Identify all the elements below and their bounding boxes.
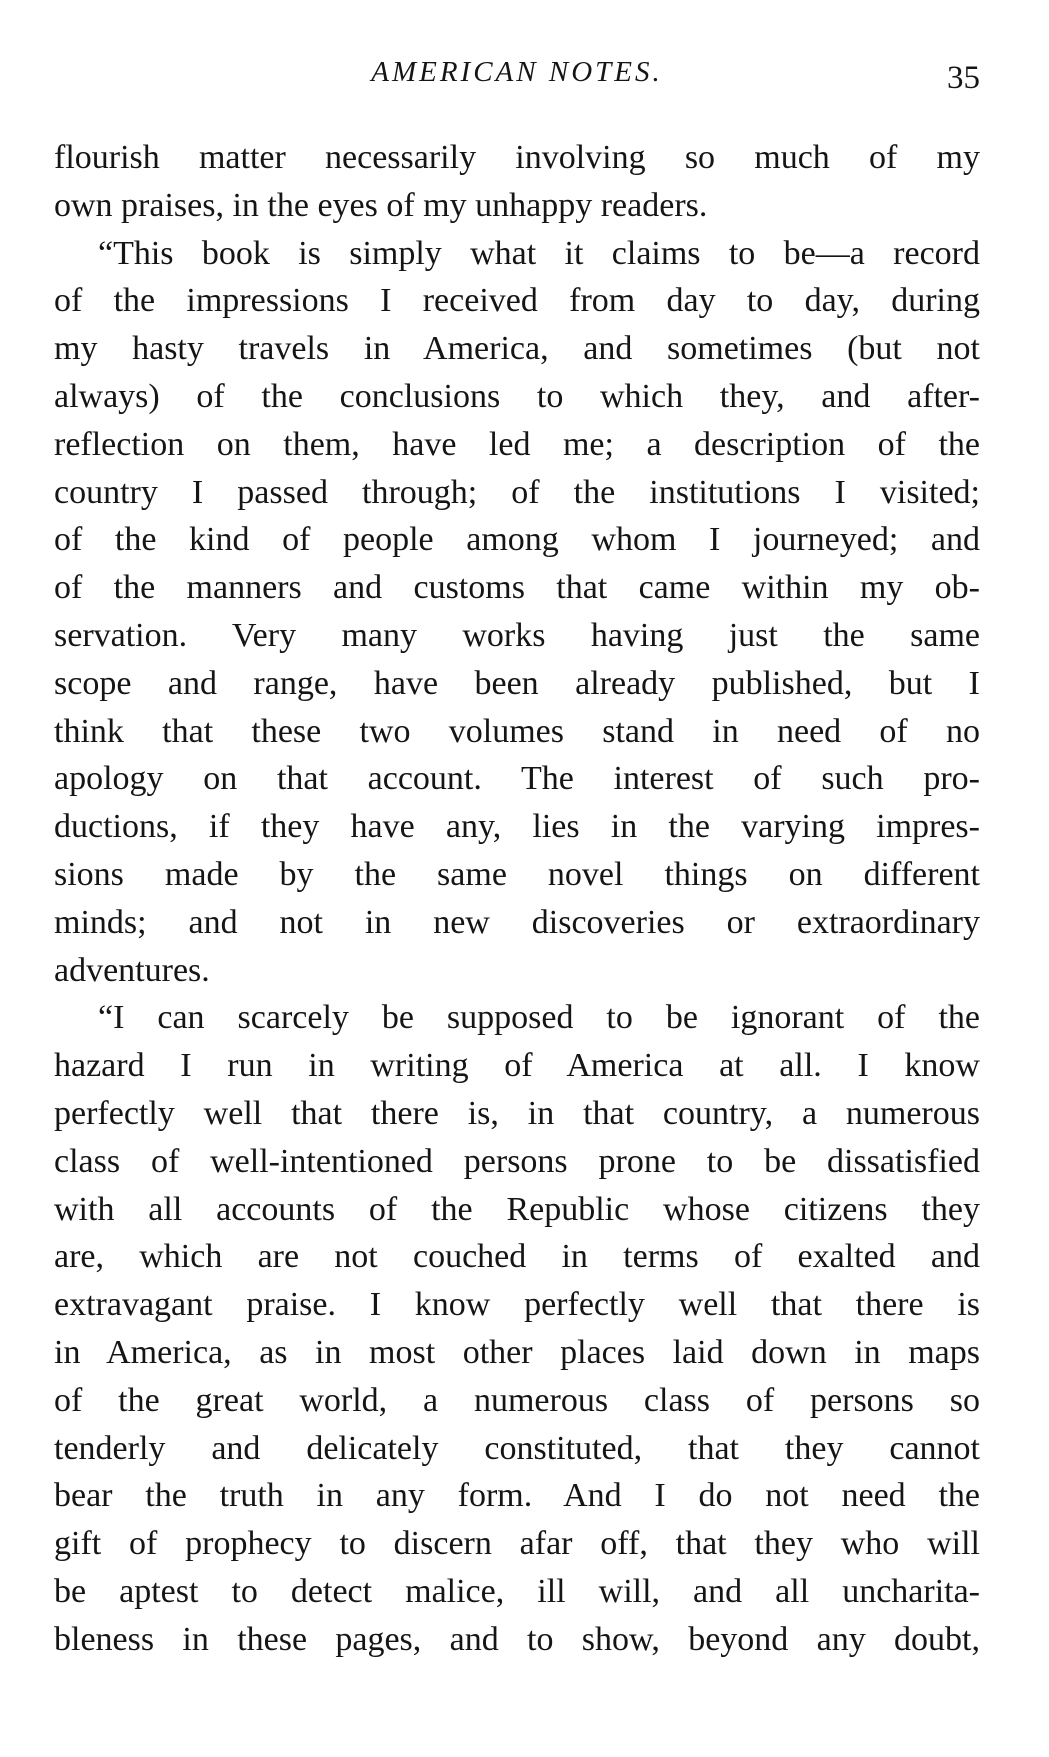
text-line: gift of prophecy to discern afar off, that they who will (54, 1525, 980, 1563)
text-line: own praises, in the eyes of my unhappy readers. (54, 186, 708, 224)
paragraph-continuation (54, 134, 980, 230)
text-line: with all accounts of the Republic whose citizens they (54, 1190, 980, 1228)
text-line: class of well-intentioned persons prone to be dissatisfied (54, 1142, 980, 1180)
text-line: hazard I run in writing of America at all. I know (54, 1047, 980, 1085)
text-line: adventures. (54, 951, 210, 989)
text-line: are, which are not couched in terms of exalted and (54, 1238, 980, 1276)
text-line: perfectly well that there is, in that country, a numerous (54, 1094, 980, 1132)
text-line: tenderly and delicately constituted, that they cannot (54, 1429, 980, 1467)
text-line: flourish matter necessarily involving so much of my (54, 139, 980, 176)
text-line: my hasty travels in America, and sometimes (but not (54, 330, 980, 368)
text-line: bear the truth in any form. And I do not need the (54, 1477, 980, 1515)
text-line: think that these two volumes stand in need of no (54, 712, 980, 750)
running-head (54, 50, 980, 94)
text-line: of the kind of people among whom I journeyed; and (54, 521, 980, 559)
text-line: reflection on them, have led me; a description of the (54, 425, 980, 463)
text-line: always) of the conclusions to which they, and after- (54, 377, 980, 415)
text-line: in America, as in most other places laid down in maps (54, 1333, 980, 1371)
running-title: AMERICAN NOTES. (371, 56, 663, 88)
text-line: country I passed through; of the institutions I visited; (54, 473, 980, 511)
text-line: ductions, if they have any, lies in the varying impres- (54, 808, 980, 846)
text-line: sions made by the same novel things on different (54, 855, 980, 893)
text-line: bleness in these pages, and to show, beyond any doubt, (54, 1620, 980, 1658)
text-line: “This book is simply what it claims to be—a record (98, 234, 980, 272)
text-line: extravagant praise. I know perfectly well that there is (54, 1286, 980, 1324)
text-line: scope and range, have been already published, but I (54, 664, 980, 702)
text-body (54, 134, 980, 1664)
text-line: of the great world, a numerous class of persons so (54, 1381, 980, 1419)
text-line: servation. Very many works having just the same (54, 616, 980, 654)
page-number: 35 (947, 60, 980, 96)
text-line: be aptest to detect malice, ill will, and all uncharita- (54, 1572, 980, 1610)
text-line: apology on that account. The interest of such pro- (54, 760, 980, 798)
paragraph-hazard (54, 994, 980, 1663)
text-line: of the impressions I received from day to day, during (54, 282, 980, 320)
text-line: “I can scarcely be supposed to be ignorant of the (98, 999, 980, 1037)
text-line: of the manners and customs that came within my ob- (54, 569, 980, 607)
text-line: minds; and not in new discoveries or extraordinary (54, 903, 980, 941)
paragraph-record (54, 230, 980, 995)
